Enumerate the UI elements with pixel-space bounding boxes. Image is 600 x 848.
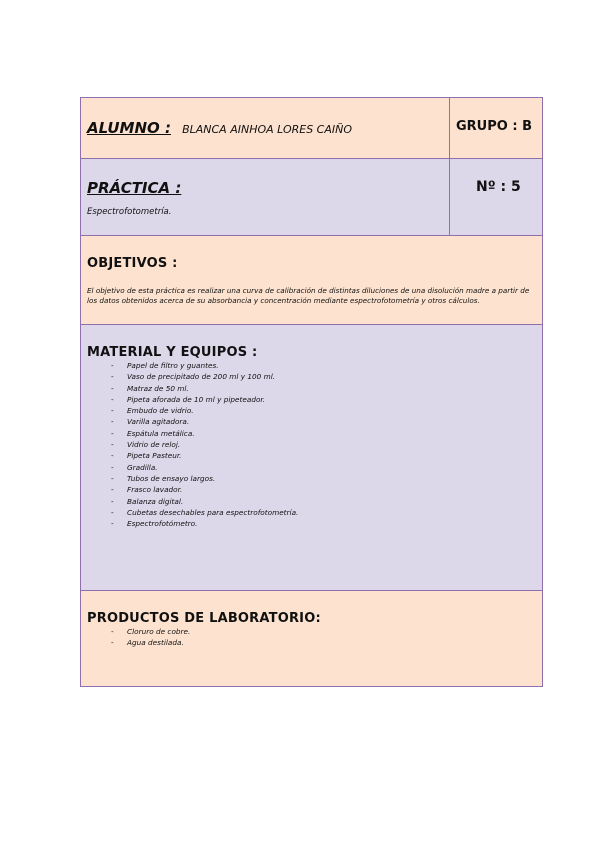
objetivos-section: [81, 236, 543, 325]
list-item: - Espátula metálica.: [111, 428, 534, 439]
list-item: - Varilla agitadora.: [111, 416, 534, 427]
alumno-label: ALUMNO :: [87, 119, 171, 137]
alumno-cell: [81, 98, 450, 159]
list-item: - Espectrofotómetro.: [111, 518, 534, 529]
list-item: - Cubetas desechables para espectrofotometría.: [111, 507, 534, 518]
productos-list: [87, 626, 534, 649]
objetivos-heading: OBJETIVOS :: [87, 256, 178, 271]
material-list: [87, 360, 534, 529]
alumno-name: BLANCA AINHOA LORES CAIÑO: [182, 123, 353, 136]
practica-title: Espectrofotometría.: [87, 207, 172, 217]
list-item: - Pipeta Pasteur.: [111, 450, 534, 461]
productos-section: [81, 591, 543, 687]
grupo-cell: [450, 98, 543, 159]
list-item: - Papel de filtro y guantes.: [111, 360, 534, 371]
list-item: - Agua destilada.: [111, 637, 534, 648]
material-heading: MATERIAL Y EQUIPOS :: [87, 345, 258, 360]
numero-label: Nº : 5: [476, 179, 521, 195]
practica-cell: [81, 159, 450, 236]
list-item: - Matraz de 50 ml.: [111, 383, 534, 394]
numero-cell: [450, 159, 543, 236]
list-item: - Embudo de vidrio.: [111, 405, 534, 416]
list-item: - Pipeta aforada de 10 ml y pipeteador.: [111, 394, 534, 405]
report-table: [80, 97, 543, 687]
objetivos-text: El objetivo de esta práctica es realizar una curva de calibración de distintas diluciones de una disolución madre a partir de los datos obtenidos acerca de su absorbancia y concentración mediante espectrofotometría y otros cálculos.: [87, 286, 530, 305]
grupo-label: GRUPO : B: [456, 119, 532, 134]
list-item: - Vaso de precipitado de 200 ml y 100 ml.: [111, 371, 534, 382]
list-item: - Balanza digital.: [111, 496, 534, 507]
list-item: - Tubos de ensayo largos.: [111, 473, 534, 484]
list-item: - Vidrio de reloj.: [111, 439, 534, 450]
material-section: [81, 325, 543, 591]
productos-heading: PRODUCTOS DE LABORATORIO:: [87, 611, 321, 626]
lab-report-sheet: [80, 97, 542, 687]
practica-label: PRÁCTICA :: [87, 179, 182, 197]
list-item: - Cloruro de cobre.: [111, 626, 534, 637]
list-item: - Frasco lavador.: [111, 484, 534, 495]
list-item: - Gradilla.: [111, 462, 534, 473]
